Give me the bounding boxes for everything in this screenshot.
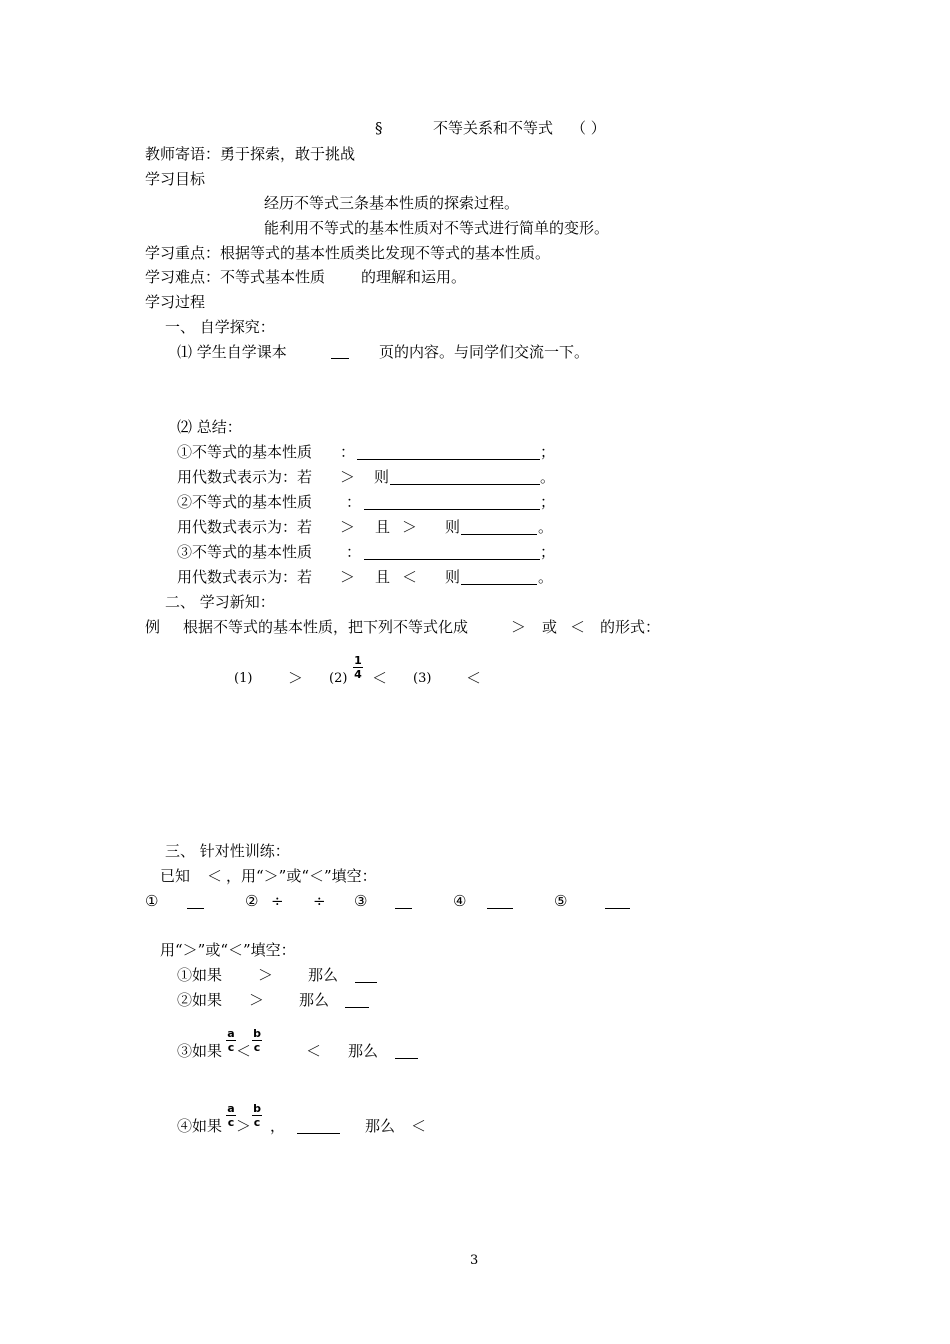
gt-sign: ＞ <box>340 518 356 536</box>
exercise-3-blank[interactable] <box>395 908 412 909</box>
property-2-label: ②不等式的基本性质 <box>177 493 313 511</box>
period: 。 <box>538 568 554 586</box>
colon: ： <box>346 543 362 561</box>
problem-2-label: (2) <box>329 671 348 686</box>
part1-item1-prefix: ⑴ 学生自学课本 <box>177 343 287 361</box>
gt-sign: ＞ <box>249 991 265 1009</box>
difficulty-b: 的理解和运用。 <box>361 268 467 286</box>
exercise-num-5: ⑤ <box>554 892 568 910</box>
period: 。 <box>540 468 556 486</box>
if-3: ③如果 <box>177 1042 223 1060</box>
fraction-denominator: c <box>253 1041 261 1054</box>
goal-item: 能利用不等式的基本性质对不等式进行简单的变形。 <box>264 219 610 237</box>
part2-heading: 二、 学习新知： <box>165 593 275 611</box>
goals-heading: 学习目标 <box>145 170 206 188</box>
fraction-denominator: c <box>253 1116 261 1129</box>
fraction-b-over-c <box>252 1028 262 1053</box>
exercise-5-blank[interactable] <box>605 908 630 909</box>
property-2-blank[interactable] <box>364 509 540 510</box>
example-text: 根据不等式的基本性质，把下列不等式化成 <box>183 618 469 636</box>
fill-4-blank[interactable] <box>297 1133 340 1134</box>
fraction-denominator: 4 <box>354 668 362 681</box>
given-word: 已知 <box>160 867 191 885</box>
page-number: 3 <box>470 1253 479 1268</box>
process-heading: 学习过程 <box>145 293 206 311</box>
exercise-num-2: ② <box>245 892 259 910</box>
lt-sign: ＜ <box>207 867 223 885</box>
gt-sign: ＞ <box>340 568 356 586</box>
gt-sign: ＞ <box>340 468 356 486</box>
algebraic-1-blank[interactable] <box>390 484 540 485</box>
algebraic-2-blank[interactable] <box>461 534 537 535</box>
lt-sign: ＜ <box>570 618 586 636</box>
property-3-label: ③不等式的基本性质 <box>177 543 313 561</box>
then-word: 则 <box>374 468 390 486</box>
algebraic-prefix: 用代数式表示为：若 <box>177 568 313 586</box>
exercise-num-3: ③ <box>354 892 368 910</box>
part1-heading: 一、 自学探究： <box>165 318 275 336</box>
lt-sign: ＜ <box>372 669 388 687</box>
section-symbol: § <box>375 119 383 137</box>
gt-sign: ＞ <box>402 518 418 536</box>
colon: ： <box>340 443 356 461</box>
part1-item1-suffix: 页的内容。与同学们交流一下。 <box>379 343 590 361</box>
exercise-1-blank[interactable] <box>187 908 204 909</box>
period: 。 <box>538 518 554 536</box>
if-1: ①如果 <box>177 966 223 984</box>
exercise-num-1: ① <box>145 892 159 910</box>
page-blank[interactable] <box>331 358 349 359</box>
fraction-denominator: c <box>227 1116 235 1129</box>
summary-heading: ⑵ 总结： <box>177 418 242 436</box>
example-label: 例 <box>145 618 161 636</box>
problem-3-label: (3) <box>413 671 432 686</box>
then-phrase: 那么 <box>348 1042 379 1060</box>
teacher-motto: 教师寄语：勇于探索，敢于挑战 <box>145 145 356 163</box>
exercise-num-4: ④ <box>453 892 467 910</box>
gt-sign: ＞ <box>236 1117 252 1135</box>
and-word: 且 <box>375 518 391 536</box>
gt-sign: ＞ <box>511 618 527 636</box>
divide-sign: ÷ <box>313 892 326 910</box>
then-phrase: 那么 <box>365 1117 396 1135</box>
exercise-4-blank[interactable] <box>487 908 513 909</box>
gt-sign: ＞ <box>288 669 304 687</box>
then-phrase: 那么 <box>299 991 330 1009</box>
property-1-label: ①不等式的基本性质 <box>177 443 313 461</box>
goal-item: 经历不等式三条基本性质的探索过程。 <box>264 194 520 212</box>
property-1-blank[interactable] <box>357 459 540 460</box>
then-word: 则 <box>445 518 461 536</box>
semicolon: ； <box>540 543 556 561</box>
lt-sign: ＜ <box>466 669 482 687</box>
semicolon: ； <box>540 493 556 511</box>
key-point: 学习重点：根据等式的基本性质类比发现不等式的基本性质。 <box>145 244 551 262</box>
fraction-numerator: b <box>253 1102 261 1115</box>
and-word: 且 <box>375 568 391 586</box>
fraction-a-over-c <box>226 1028 236 1053</box>
page-title: 不等关系和不等式 <box>433 119 554 137</box>
difficulty-a: 学习难点：不等式基本性质 <box>145 268 326 286</box>
fill-2-blank[interactable] <box>345 1007 369 1008</box>
then-phrase: 那么 <box>308 966 339 984</box>
gt-sign: ＞ <box>258 966 274 984</box>
then-word: 则 <box>445 568 461 586</box>
lt-sign: ＜ <box>411 1117 427 1135</box>
fill-3-blank[interactable] <box>395 1058 418 1059</box>
problem-1-label: (1) <box>234 671 253 686</box>
fraction-numerator: a <box>227 1102 235 1115</box>
property-3-blank[interactable] <box>364 559 540 560</box>
fraction-a-over-c <box>226 1103 236 1128</box>
semicolon: ； <box>540 443 556 461</box>
part3-heading: 三、 针对性训练： <box>165 842 290 860</box>
title-parens: （ ） <box>571 119 606 137</box>
fill-1-blank[interactable] <box>355 982 377 983</box>
if-2: ②如果 <box>177 991 223 1009</box>
fraction-one-quarter <box>353 655 363 680</box>
fraction-numerator: b <box>253 1027 261 1040</box>
if-4: ④如果 <box>177 1117 223 1135</box>
algebraic-3-blank[interactable] <box>461 584 537 585</box>
or-word: 或 <box>542 618 558 636</box>
fraction-numerator: 1 <box>354 654 362 667</box>
given-instruction: ，用“＞”或“＜”填空： <box>226 867 377 885</box>
lt-sign: ＜ <box>402 568 418 586</box>
colon: ： <box>346 493 362 511</box>
algebraic-prefix: 用代数式表示为：若 <box>177 468 313 486</box>
fraction-b-over-c <box>252 1103 262 1128</box>
lt-sign: ＜ <box>236 1042 252 1060</box>
divide-sign: ÷ <box>271 892 284 910</box>
fraction-numerator: a <box>227 1027 235 1040</box>
fraction-denominator: c <box>227 1041 235 1054</box>
lt-sign: ＜ <box>306 1042 322 1060</box>
example-text-end: 的形式： <box>600 618 661 636</box>
algebraic-prefix: 用代数式表示为：若 <box>177 518 313 536</box>
fill-heading: 用“＞”或“＜”填空： <box>160 941 296 959</box>
comma: ， <box>270 1117 286 1135</box>
